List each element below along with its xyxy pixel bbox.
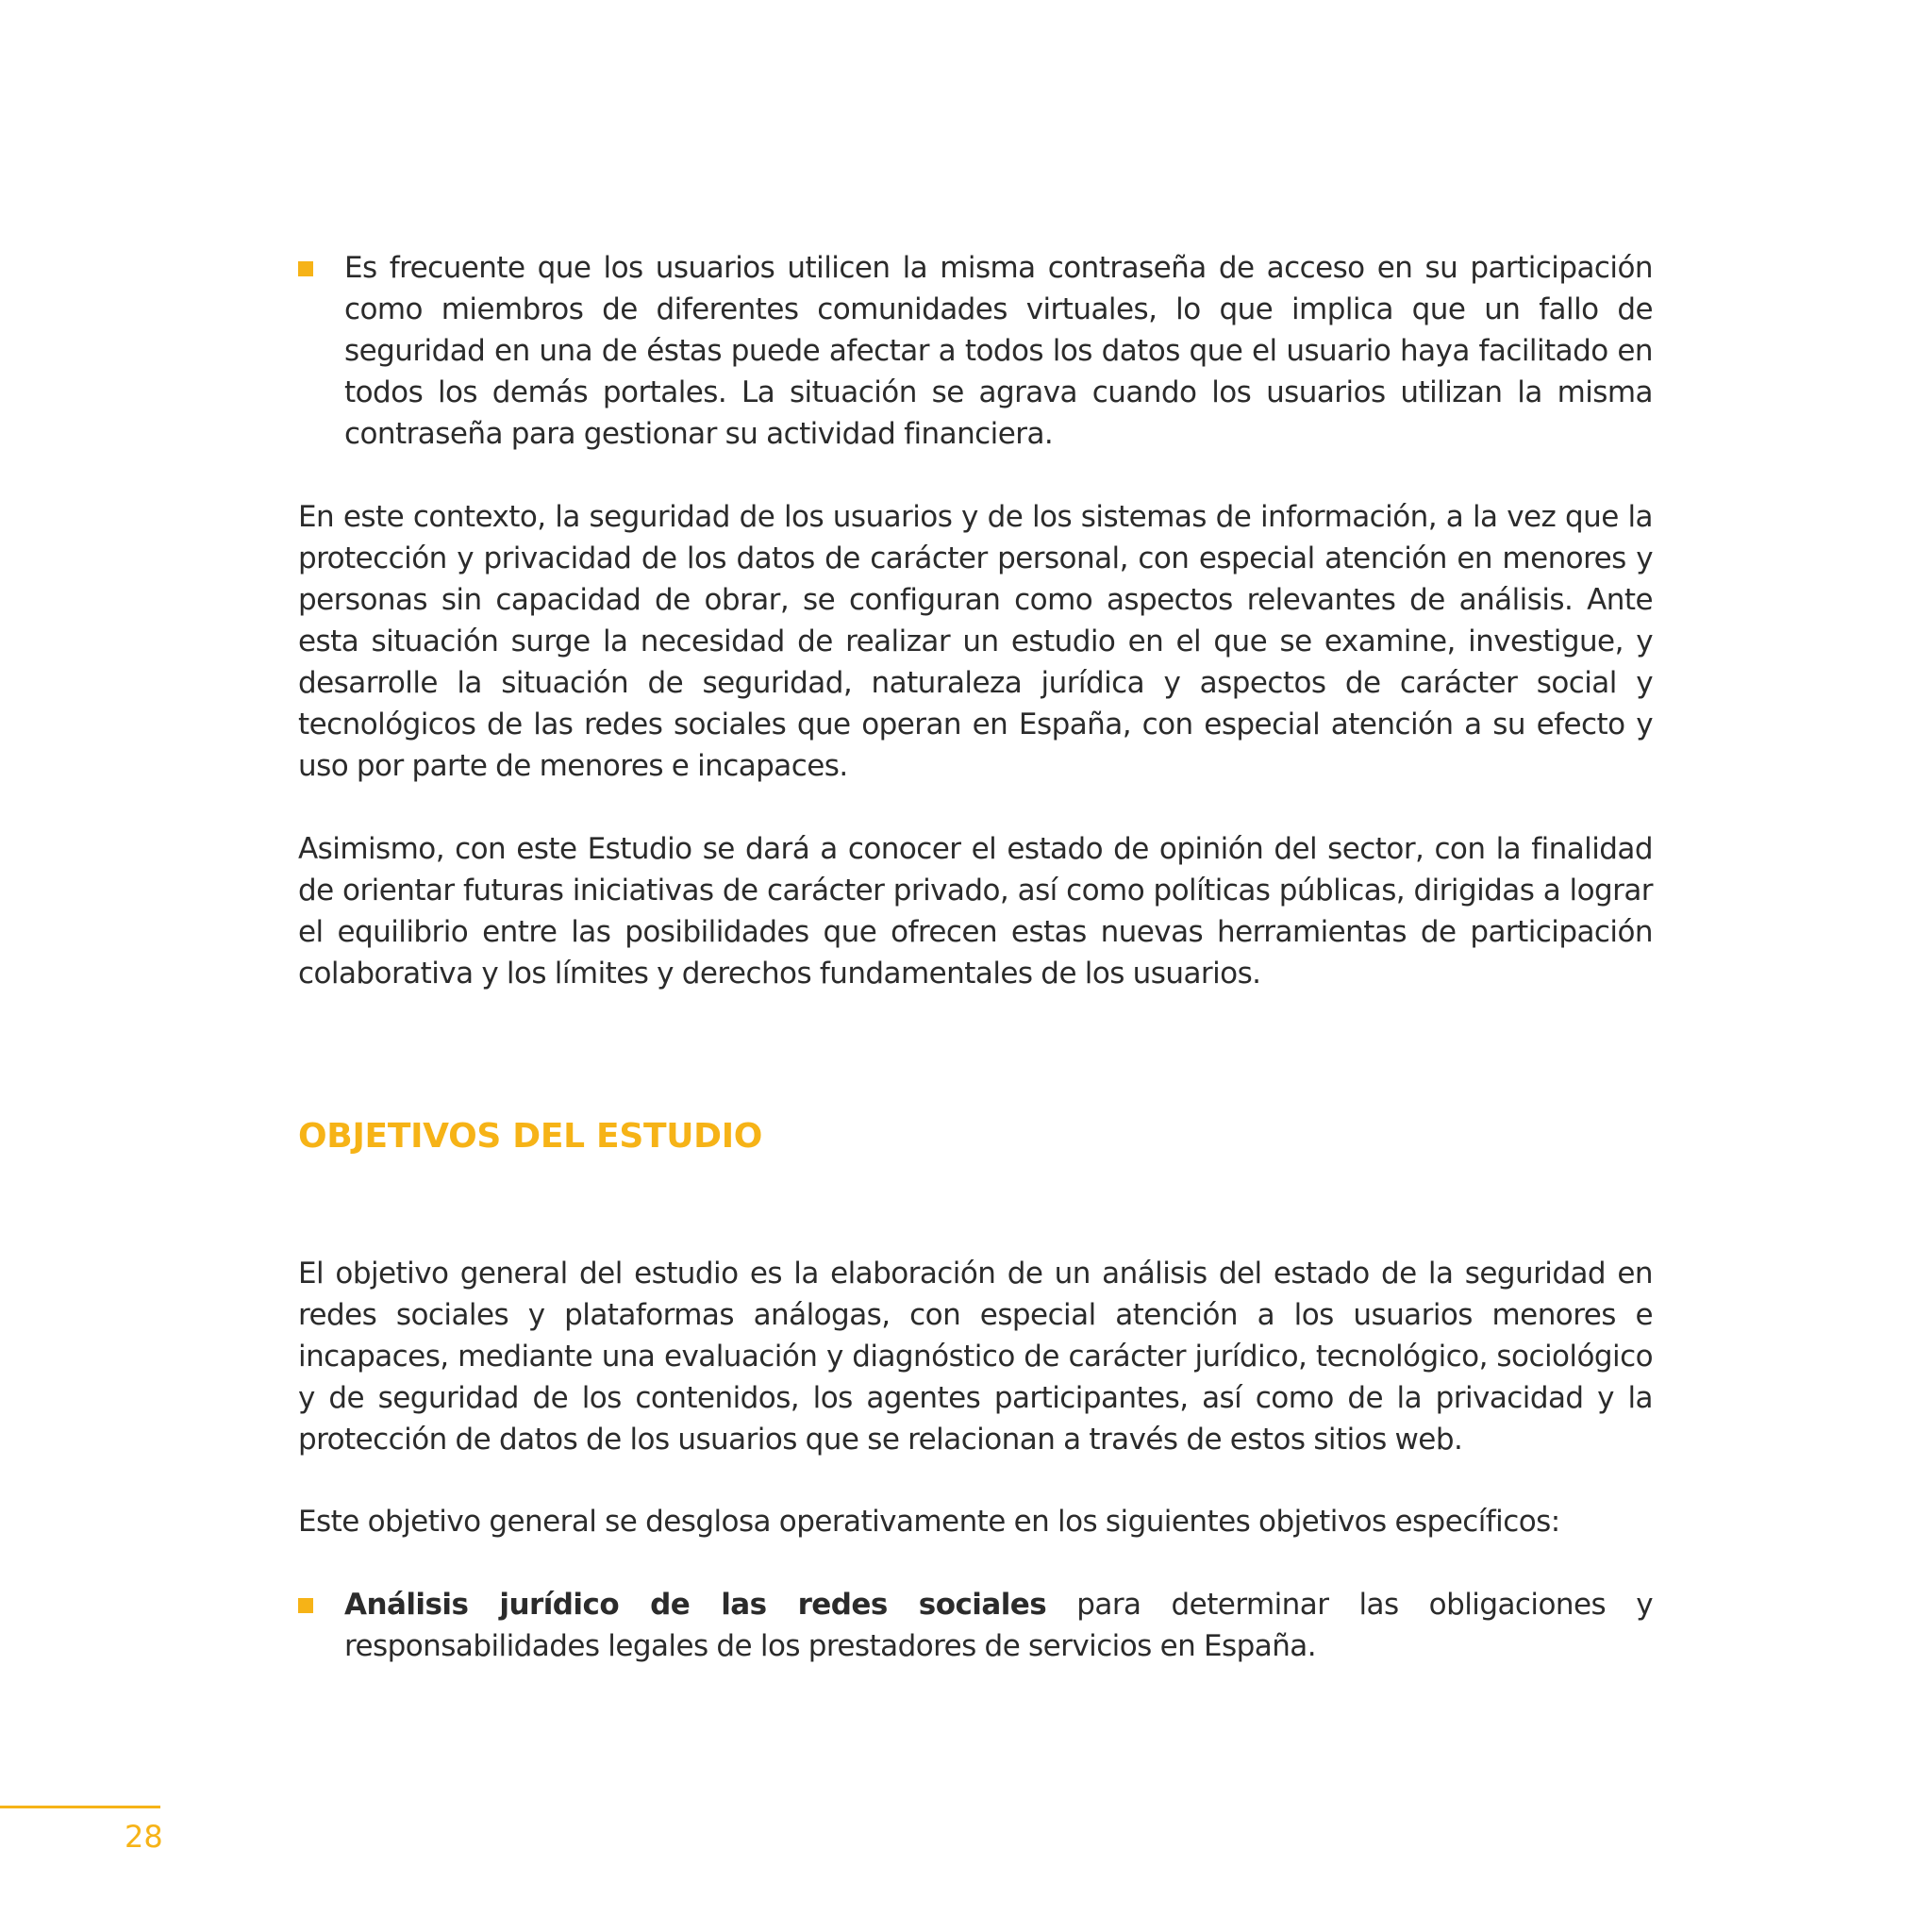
bullet-square-icon [298,261,313,276]
bullet-text: para determinar las obligaciones y responsabilidades legales de los prestadores de servicios en España. [344,1588,1653,1663]
bullet-bold-lead: Análisis jurídico de las redes sociales [344,1588,1047,1622]
paragraph-context: En este contexto, la seguridad de los usuarios y de los sistemas de información, a la vez que la protección y privacidad de los datos de carácter personal, con especial atención en menores y personas sin capacidad de obrar, se configuran como aspectos relevantes de análisis. Ante esta situación surge la necesidad de realizar un estudio en el que se examine, investigue, y desarrolle la situación de seguridad, naturaleza jurídica y aspectos de carácter social y tecnológicos de las redes sociales que operan en España, con especial atención a su efecto y uso por parte de menores e incapaces. [298,500,1653,783]
bullet-text: Es frecuente que los usuarios utilicen la misma contraseña de acceso en su participación como miembros de diferentes comunidades virtuales, lo que implica que un fallo de seguridad en una de éstas puede afectar a todos los datos que el usuario haya facilitado en todos los demás portales. La situación se agrava cuando los usuarios utilizan la misma contraseña para gestionar su actividad financiera. [344,251,1653,451]
page-number: 28 [125,1819,163,1855]
section-heading: OBJETIVOS DEL ESTUDIO [298,1117,763,1156]
paragraph-specific-intro: Este objetivo general se desglosa operativamente en los siguientes objetivos específicos: [298,1505,1560,1539]
bullet-item-legal [298,1584,1653,1667]
footer-rule [0,1806,160,1808]
bullet-item-password [298,247,1653,455]
bullet-square-icon [298,1598,313,1613]
paragraph-general-objective: El objetivo general del estudio es la elaboración de un análisis del estado de la seguridad en redes sociales y plataformas análogas, con especial atención a los usuarios menores e incapaces, mediante una evaluación y diagnóstico de carácter jurídico, tecnológico, sociológico y de seguridad de los contenidos, los agentes participantes, así como de la privacidad y la protección de datos de los usuarios que se relacionan a través de estos sitios web. [298,1257,1653,1457]
paragraph-opinion: Asimismo, con este Estudio se dará a conocer el estado de opinión del sector, con la finalidad de orientar futuras iniciativas de carácter privado, así como políticas públicas, dirigidas a lograr el equilibrio entre las posibilidades que ofrecen estas nuevas herramientas de participación colaborativa y los límites y derechos fundamentales de los usuarios. [298,832,1653,991]
